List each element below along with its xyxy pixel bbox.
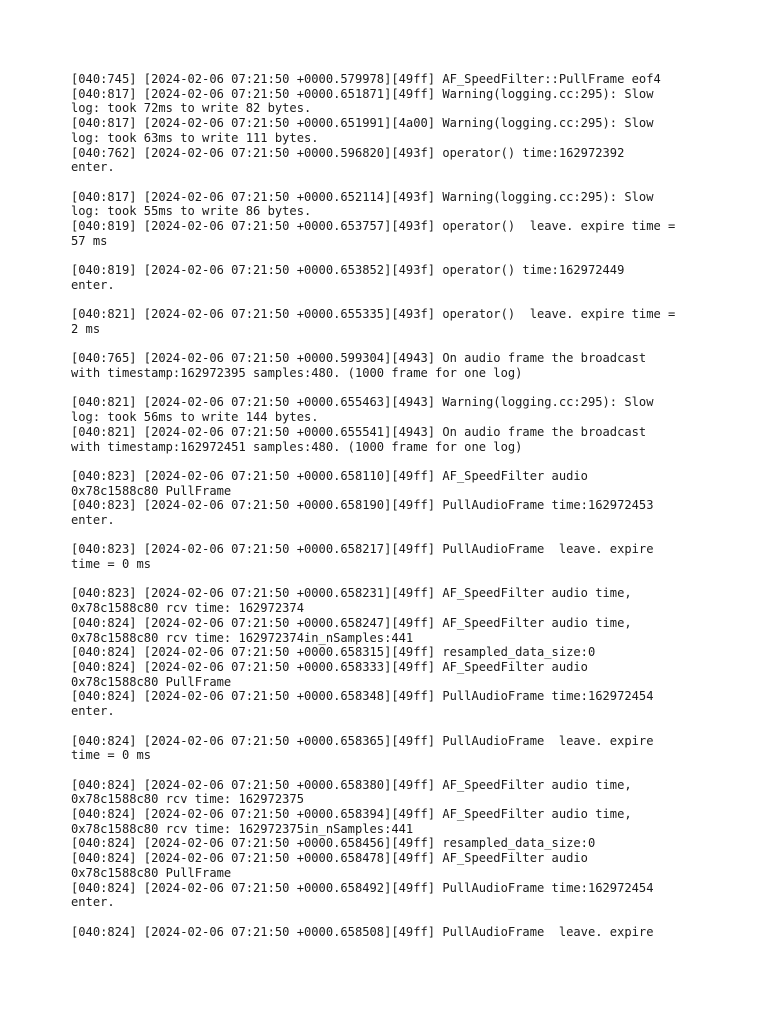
log-line: [040:824] [2024-02-06 07:21:50 +0000.658394][49ff] AF_SpeedFilter audio time, bbox=[71, 807, 632, 821]
log-line: log: took 63ms to write 111 bytes. bbox=[71, 130, 319, 145]
blank-line bbox=[71, 572, 711, 587]
log-line: [040:824] [2024-02-06 07:21:50 +0000.658492][49ff] PullAudioFrame time:162972454 bbox=[71, 880, 654, 895]
log-line: [040:765] [2024-02-06 07:21:50 +0000.599304][4943] On audio frame the broadcast bbox=[71, 351, 647, 366]
log-line: [040:823] [2024-02-06 07:21:50 +0000.658190][49ff] PullAudioFrame time:162972453 bbox=[71, 498, 654, 513]
log-line: [040:824] [2024-02-06 07:21:50 +0000.658508][49ff] PullAudioFrame leave. expire bbox=[71, 924, 654, 939]
log-line: 0x78c1588c80 PullFrame bbox=[71, 865, 232, 880]
log-line: [040:823] [2024-02-06 07:21:50 +0000.658217][49ff] PullAudioFrame leave. expire bbox=[71, 542, 654, 557]
log-line: 0x78c1588c80 rcv time: 162972374in_nSamples:441 bbox=[71, 630, 414, 645]
blank-line bbox=[71, 381, 711, 396]
log-line: 0x78c1588c80 rcv time: 162972374 bbox=[71, 601, 304, 616]
log-line: with timestamp:162972451 samples:480. (1000 frame for one log) bbox=[71, 439, 523, 454]
log-line: log: took 55ms to write 86 bytes. bbox=[71, 204, 312, 219]
log-line: [040:824] [2024-02-06 07:21:50 +0000.658380][49ff] AF_SpeedFilter audio time, bbox=[71, 777, 632, 792]
blank-line bbox=[71, 454, 711, 469]
log-line: 57 ms bbox=[71, 233, 108, 248]
log-line: [040:824] [2024-02-06 07:21:50 +0000.658456][49ff] resampled_data_size:0 bbox=[71, 836, 596, 851]
log-line: 0x78c1588c80 rcv time: 162972375 bbox=[71, 792, 304, 807]
log-line: 0x78c1588c80 rcv time: 162972375in_nSamples:441 bbox=[71, 821, 414, 836]
log-line: [040:824] [2024-02-06 07:21:50 +0000.658348][49ff] PullAudioFrame time:162972454 bbox=[71, 689, 654, 704]
log-line: enter. bbox=[71, 513, 115, 527]
log-line: [040:817] [2024-02-06 07:21:50 +0000.651991][4a00] Warning(logging.cc:295): Slow bbox=[71, 116, 654, 131]
log-text-body bbox=[71, 72, 711, 939]
blank-line bbox=[71, 248, 711, 263]
log-line: [040:762] [2024-02-06 07:21:50 +0000.596820][493f] operator() time:162972392 bbox=[71, 145, 625, 160]
log-line: 0x78c1588c80 PullFrame bbox=[71, 674, 232, 689]
log-line: [040:819] [2024-02-06 07:21:50 +0000.653757][493f] operator() leave. expire time = bbox=[71, 219, 676, 234]
log-line: enter. bbox=[71, 277, 115, 292]
log-line: [040:745] [2024-02-06 07:21:50 +0000.579978][49ff] AF_SpeedFilter::PullFrame eof4 bbox=[71, 72, 661, 86]
log-line: time = 0 ms bbox=[71, 748, 152, 763]
blank-line bbox=[71, 763, 711, 778]
log-line: [040:824] [2024-02-06 07:21:50 +0000.658478][49ff] AF_SpeedFilter audio bbox=[71, 851, 588, 866]
log-line: [040:824] [2024-02-06 07:21:50 +0000.658365][49ff] PullAudioFrame leave. expire bbox=[71, 733, 654, 748]
log-line: [040:817] [2024-02-06 07:21:50 +0000.652114][493f] Warning(logging.cc:295): Slow bbox=[71, 189, 654, 204]
log-line: [040:821] [2024-02-06 07:21:50 +0000.655463][4943] Warning(logging.cc:295): Slow bbox=[71, 395, 654, 410]
blank-line bbox=[71, 528, 711, 543]
log-line: [040:823] [2024-02-06 07:21:50 +0000.658110][49ff] AF_SpeedFilter audio bbox=[71, 468, 588, 483]
log-line: [040:823] [2024-02-06 07:21:50 +0000.658231][49ff] AF_SpeedFilter audio time, bbox=[71, 586, 632, 601]
log-line: [040:824] [2024-02-06 07:21:50 +0000.658315][49ff] resampled_data_size:0 bbox=[71, 645, 596, 660]
log-line: enter. bbox=[71, 895, 115, 910]
log-line: time = 0 ms bbox=[71, 557, 152, 572]
log-line: 2 ms bbox=[71, 321, 101, 336]
log-line: enter. bbox=[71, 704, 115, 719]
log-line: [040:821] [2024-02-06 07:21:50 +0000.655541][4943] On audio frame the broadcast bbox=[71, 424, 647, 439]
log-line: with timestamp:162972395 samples:480. (1000 frame for one log) bbox=[71, 366, 523, 380]
blank-line bbox=[71, 337, 711, 352]
log-document-page bbox=[71, 72, 711, 939]
log-line: [040:824] [2024-02-06 07:21:50 +0000.658333][49ff] AF_SpeedFilter audio bbox=[71, 660, 588, 674]
blank-line bbox=[71, 293, 711, 308]
blank-line bbox=[71, 719, 711, 734]
log-line: [040:821] [2024-02-06 07:21:50 +0000.655335][493f] operator() leave. expire time = bbox=[71, 307, 676, 322]
log-line: [040:817] [2024-02-06 07:21:50 +0000.651871][49ff] Warning(logging.cc:295): Slow bbox=[71, 86, 654, 101]
log-line: [040:819] [2024-02-06 07:21:50 +0000.653852][493f] operator() time:162972449 bbox=[71, 263, 625, 278]
blank-line bbox=[71, 910, 711, 925]
log-line: [040:824] [2024-02-06 07:21:50 +0000.658247][49ff] AF_SpeedFilter audio time, bbox=[71, 615, 632, 630]
blank-line bbox=[71, 175, 711, 190]
log-line: 0x78c1588c80 PullFrame bbox=[71, 483, 232, 498]
log-line: log: took 56ms to write 144 bytes. bbox=[71, 410, 319, 425]
log-line: log: took 72ms to write 82 bytes. bbox=[71, 101, 312, 116]
log-line: enter. bbox=[71, 160, 115, 175]
